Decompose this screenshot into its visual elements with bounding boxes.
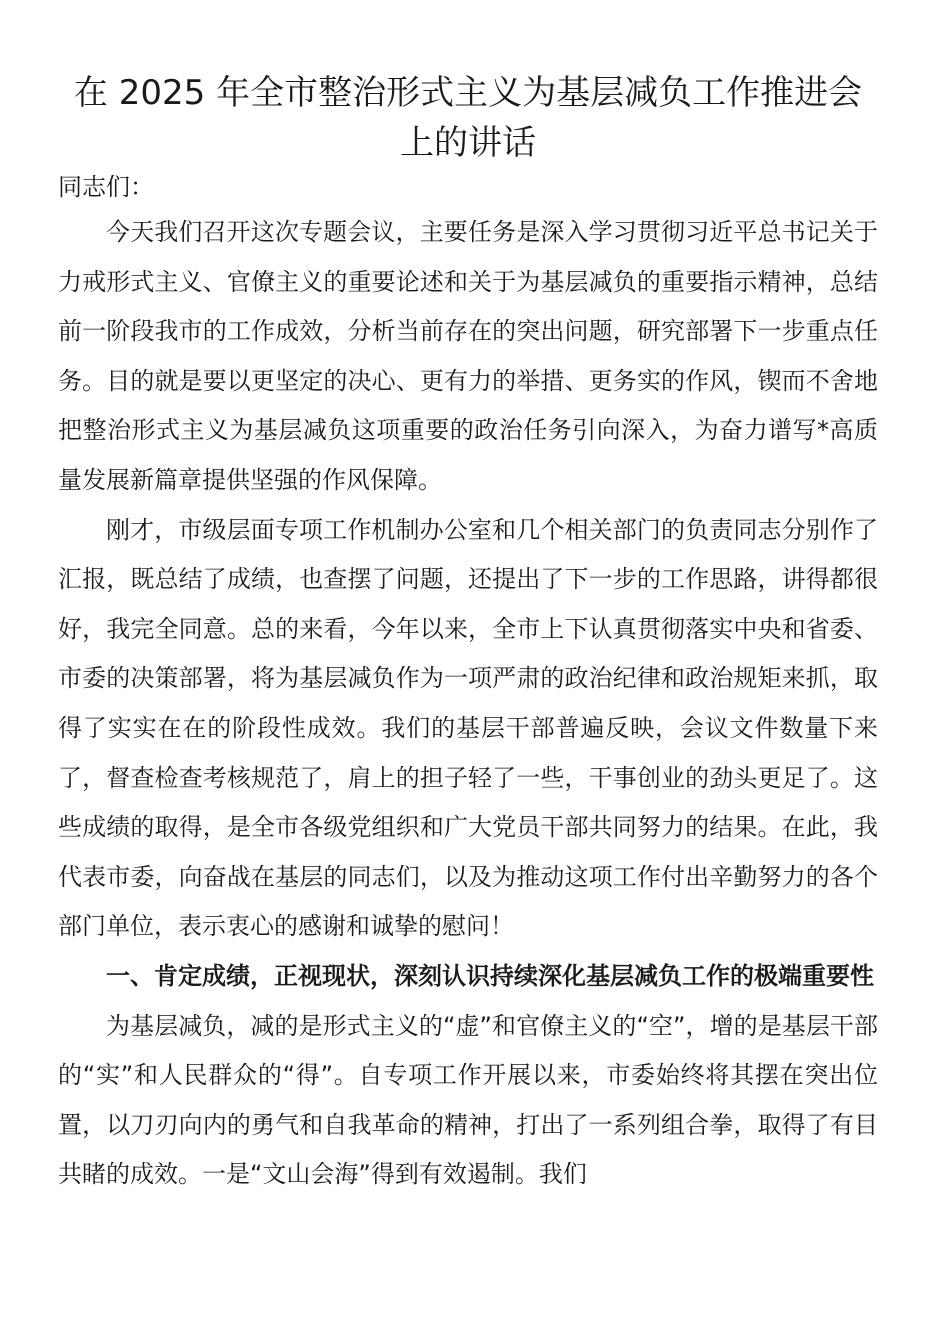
paragraph-opening: 今天我们召开这次专题会议，主要任务是深入学习贯彻习近平总书记关于力戒形式主义、官僚主义的重要论述和关于为基层减负的重要指示精神，总结前一阶段我市的工作成效，分析当前存在的突出问题，研究部署下一步重点任务。目的就是要以更坚定的决心、更有力的举措、更务实的作风，锲而不舍地把整治形式主义为基层减负这项重要的政治任务引向深入，为奋力谱写*高质量发展新篇章提供坚强的作风保障。 xyxy=(58,218,878,494)
document-page xyxy=(58,68,878,1200)
section-heading: 一、肯定成绩，正视现状，深刻认识持续深化基层减负工作的极端重要性 xyxy=(106,961,874,990)
paragraph-reports: 刚才，市级层面专项工作机制办公室和几个相关部门的负责同志分别作了汇报，既总结了成绩，也查摆了问题，还提出了下一步的工作思路，讲得都很好，我完全同意。总的来看，今年以来，全市上下认真贯彻落实中央和省委、市委的决策部署，将为基层减负作为一项严肃的政治纪律和政治规矩来抓，取得了实实在在的阶段性成效。我们的基层干部普遍反映，会议文件数量下来了，督查检查考核规范了，肩上的担子轻了一些，干事创业的劲头更足了。这些成绩的取得，是全市各级党组织和广大党员干部共同努力的结果。在此，我代表市委，向奋战在基层的同志们，以及为推动这项工作付出辛勤努力的各个部门单位，表示衷心的感谢和诚挚的慰问！ xyxy=(58,515,878,941)
document-title: 在 2025 年全市整治形式主义为基层减负工作推进会上的讲话 xyxy=(73,73,863,163)
paragraph-section-one: 为基层减负，减的是形式主义的“虚”和官僚主义的“空”，增的是基层干部的“实”和人民群众的“得”。自专项工作开展以来，市委始终将其摆在突出位置，以刀刃向内的勇气和自我革命的精神，打出了一系列组合拳，取得了有目共睹的成效。一是“文山会海”得到有效遏制。我们 xyxy=(58,1011,878,1189)
salutation: 同志们： xyxy=(58,173,154,201)
document-body xyxy=(58,166,878,1200)
